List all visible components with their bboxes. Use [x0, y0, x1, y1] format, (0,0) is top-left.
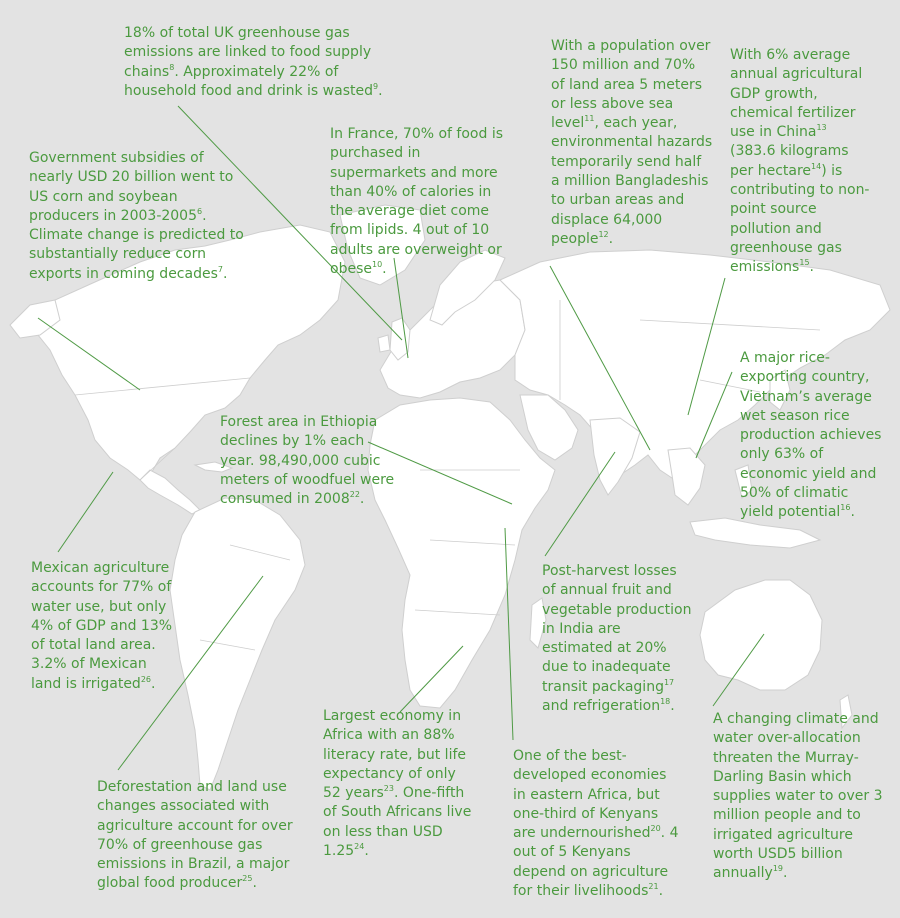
annotation-south-africa: Largest economy in Africa with an 88% literacy rate, but life expectancy of only 52 years$^{23}$. One-fifth of South Africans live on less than USD 1.25$^{24}$.: [323, 708, 472, 860]
annotation-mexico: Mexican agriculture accounts for 77% of water use, but only 4% of GDP and 13% of total land area. 3.2% of Mexican land is irrigated$^{26}$.: [31, 560, 173, 692]
annotation-brazil: Deforestation and land use changes associated with agriculture account for over 70% of greenhouse gas emissions in Brazil, a major global food producer$^{25}$.: [97, 779, 293, 892]
central-america-landmass: [140, 470, 200, 514]
leader-line-india: [545, 452, 615, 556]
ireland-landmass: [378, 335, 390, 352]
australia-landmass: [700, 580, 822, 690]
annotation-us: Government subsidies of nearly USD 20 billion went to US corn and soybean producers in 2003-2005$^6$. Climate change is predicted to substantially reduce corn exports in coming decades$^7$.: [29, 150, 244, 282]
annotation-france: In France, 70% of food is purchased in supermarkets and more than 40% of calories in the average diet come from lipids. 4 out of 10 adults are overweight or obese$^{10}$.: [330, 126, 503, 278]
annotation-india: Post-harvest losses of annual fruit and vegetable production in India are estimated at 20% due to inadequate transit packaging$^{17}$ and refrigeration$^{18}$.: [542, 563, 692, 715]
annotation-vietnam: A major rice-exporting country, Vietnam’s average wet season rice production achieves only 63% of economic yield and 50% of climatic yield potential$^{16}$.: [740, 350, 882, 521]
annotation-uk: 18% of total UK greenhouse gas emissions are linked to food supply chains$^8$. Approximately 22% of household food and drink is wasted$^9$.: [124, 25, 383, 99]
annotation-ethiopia: Forest area in Ethiopia declines by 1% each year. 98,490,000 cubic meters of woodfuel were consumed in 2008$^{22}$.: [220, 414, 395, 508]
annotation-china: With 6% average annual agricultural GDP growth, chemical fertilizer use in China$^{13}$ (383.6 kilograms per hectare$^{14}$) is contributing to non-point source pollution and greenhouse gas emissions$^{15}$.: [730, 47, 870, 276]
south-america-landmass: [170, 498, 305, 790]
annotation-australia: A changing climate and water over-allocation threaten the Murray-Darling Basin which supplies water to over 3 million people and to irrigated agriculture worth USD5 billion annually$^{19}$.: [713, 711, 883, 882]
india-landmass: [590, 418, 640, 495]
annotation-bangladesh: With a population over 150 million and 70% of land area 5 meters or less above sea level$^{11}$, each year, environmental hazards temporarily send half a million Bangladeshis to urban areas and displace 64,000 people$^{12}$.: [551, 38, 713, 247]
indochina-landmass: [668, 448, 705, 505]
leader-line-mexico: [58, 472, 113, 552]
annotation-kenya: One of the best-developed economies in eastern Africa, but one-third of Kenyans are undernourished$^{20}$. 4 out of 5 Kenyans depend on agriculture for their livelihoods$^{21}$.: [513, 748, 679, 900]
